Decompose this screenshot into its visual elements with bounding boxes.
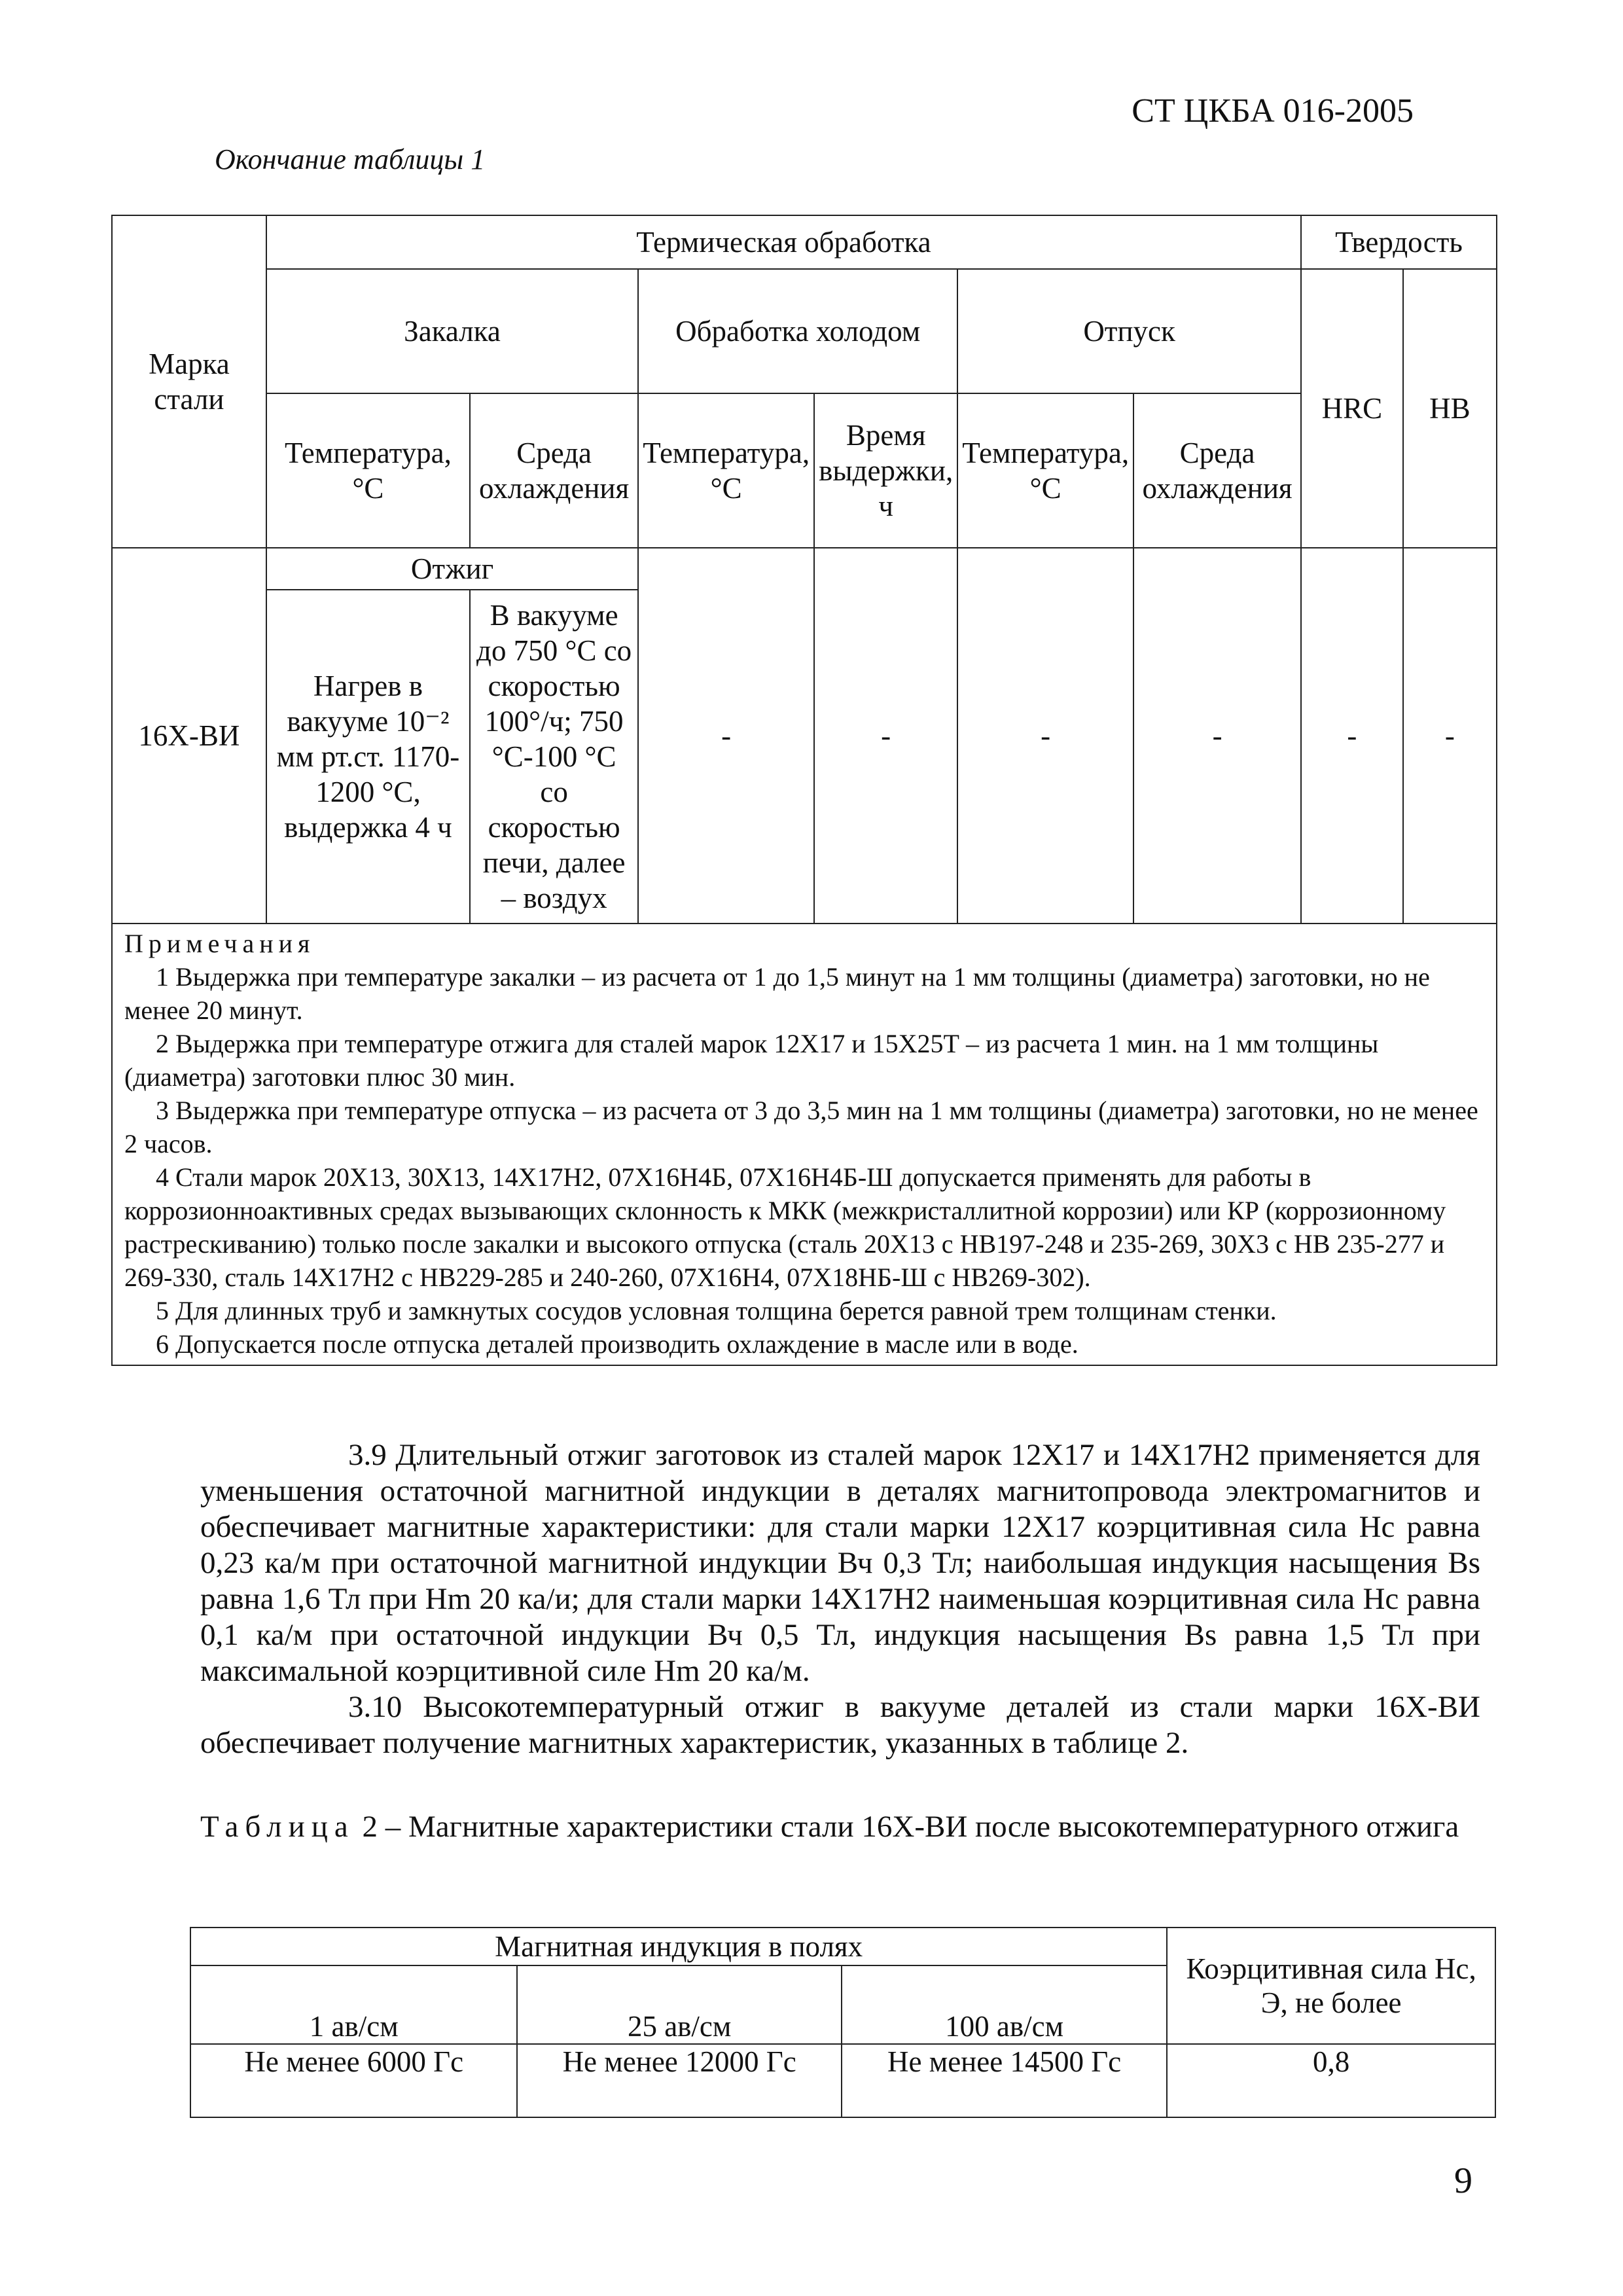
- cell-induction-1: Не менее 6000 Гс: [190, 2044, 517, 2117]
- header-hb: НВ: [1403, 269, 1497, 548]
- cell-dash: -: [1133, 548, 1301, 924]
- header-hardness: Твердость: [1301, 215, 1497, 269]
- header-temper-medium: Среда охлаждения: [1133, 393, 1301, 548]
- note-item: 6 Допускается после отпуска деталей производить охлаждение в масле или в воде.: [156, 1329, 1079, 1359]
- header-cold-treatment: Обработка холодом: [638, 269, 957, 393]
- header-cold-temperature: Температура, °С: [638, 393, 814, 548]
- header-temper-temperature: Температура, °С: [957, 393, 1133, 548]
- table-2-caption: [200, 1809, 1480, 1845]
- document-code: СТ ЦКБА 016-2005: [1132, 92, 1414, 130]
- cell-annealing-cooling: В вакууме до 750 °С со скоростью 100°/ч; 750 °С-100 °С со скоростью печи, далее – воздух: [470, 590, 638, 924]
- cell-dash: -: [1403, 548, 1497, 924]
- cell-annealing-label: Отжиг: [266, 548, 638, 590]
- cell-coercive-force: 0,8: [1167, 2044, 1495, 2117]
- header-cold-hold-time: Время выдержки, ч: [814, 393, 957, 548]
- header-thermal-treatment: Термическая обработка: [266, 215, 1301, 269]
- header-steel-grade: Марка стали: [112, 215, 266, 548]
- cell-dash: -: [814, 548, 957, 924]
- table-2-caption-word: Таблица: [200, 1810, 355, 1844]
- cell-steel-grade: 16Х-ВИ: [112, 548, 266, 924]
- note-item: 5 Для длинных труб и замкнутых сосудов условная толщина берется равной трем толщинам стенки.: [156, 1296, 1277, 1325]
- header-quenching: Закалка: [266, 269, 638, 393]
- header-quench-medium: Среда охлаждения: [470, 393, 638, 548]
- paragraph-3-10: 3.10 Высокотемпературный отжиг в вакууме деталей из стали марки 16Х-ВИ обеспечивает получение магнитных характеристик, указанных в таблице 2.: [200, 1690, 1480, 1760]
- table-2: [190, 1927, 1496, 2118]
- header-field-100: 100 ав/см: [842, 1965, 1167, 2044]
- note-item: 1 Выдержка при температуре закалки – из расчета от 1 до 1,5 минут на 1 мм толщины (диаметра) заготовки, но не менее 20 минут.: [124, 962, 1430, 1025]
- note-item: 2 Выдержка при температуре отжига для сталей марок 12Х17 и 15Х25Т – из расчета 1 мин. на 1 мм толщины (диаметра) заготовки плюс 30 мин.: [124, 1029, 1379, 1092]
- header-field-1: 1 ав/см: [190, 1965, 517, 2044]
- table-notes: [112, 924, 1497, 1365]
- header-field-25: 25 ав/см: [517, 1965, 841, 2044]
- header-coercive-force: Коэрцитивная сила Нс, Э, не более: [1167, 1928, 1495, 2044]
- cell-dash: -: [638, 548, 814, 924]
- table-2-caption-text: 2 – Магнитные характеристики стали 16Х-ВИ после высокотемпературного отжига: [354, 1810, 1459, 1844]
- page-number: 9: [1454, 2161, 1472, 2201]
- cell-dash: -: [1301, 548, 1403, 924]
- cell-annealing-heating: Нагрев в вакууме 10⁻² мм рт.ст. 1170-1200 °С, выдержка 4 ч: [266, 590, 470, 924]
- cell-induction-100: Не менее 14500 Гс: [842, 2044, 1167, 2117]
- note-item: 3 Выдержка при температуре отпуска – из расчета от 3 до 3,5 мин на 1 мм толщины (диаметра) заготовки, но не менее 2 часов.: [124, 1096, 1478, 1158]
- paragraph-3-9: 3.9 Длительный отжиг заготовок из сталей марок 12Х17 и 14Х17Н2 применяется для уменьшения остаточной магнитной индукции в деталях магнитопровода электромагнитов и обеспечивает магнитные характеристики: для стали марки 12Х17 коэрцитивная сила Нс равна 0,23 ка/м при остаточной магнитной индукции Вч 0,3 Тл; наибольшая индукция насыщения Вs равна 1,6 Тл при Нm 20 ка/и; для стали марки 14Х17Н2 наименьшая коэрцитивная сила Нс равна 0,1 ка/м при остаточной индукции Вч 0,5 Тл, индукция насыщения Вs равна 1,5 Тл при максимальной коэрцитивной силе Нm 20 ка/м.: [200, 1438, 1480, 1688]
- table-1: [111, 215, 1497, 1366]
- body-text: [200, 1437, 1480, 1761]
- table-continuation-label: Окончание таблицы 1: [215, 143, 486, 175]
- header-magnetic-induction: Магнитная индукция в полях: [190, 1928, 1167, 1965]
- cell-dash: -: [957, 548, 1133, 924]
- notes-title: Примечания: [124, 929, 315, 958]
- header-tempering: Отпуск: [957, 269, 1301, 393]
- note-item: 4 Стали марок 20Х13, 30Х13, 14Х17Н2, 07Х16Н4Б, 07Х16Н4Б-Ш допускается применять для работы в коррозионноактивных средах вызывающих склонность к МКК (межкристаллитной коррозии) или КР (коррозионному растрескиванию) только после закалки и высокого отпуска (сталь 20Х13 с НВ197-248 и 235-269, 30Х3 с НВ 235-277 и 269-330, сталь 14Х17Н2 с НВ229-285 и 240-260, 07Х16Н4, 07Х18НБ-Ш с НВ269-302).: [124, 1162, 1446, 1292]
- cell-induction-25: Не менее 12000 Гс: [517, 2044, 841, 2117]
- header-quench-temperature: Температура, °С: [266, 393, 470, 548]
- header-hrc: HRC: [1301, 269, 1403, 548]
